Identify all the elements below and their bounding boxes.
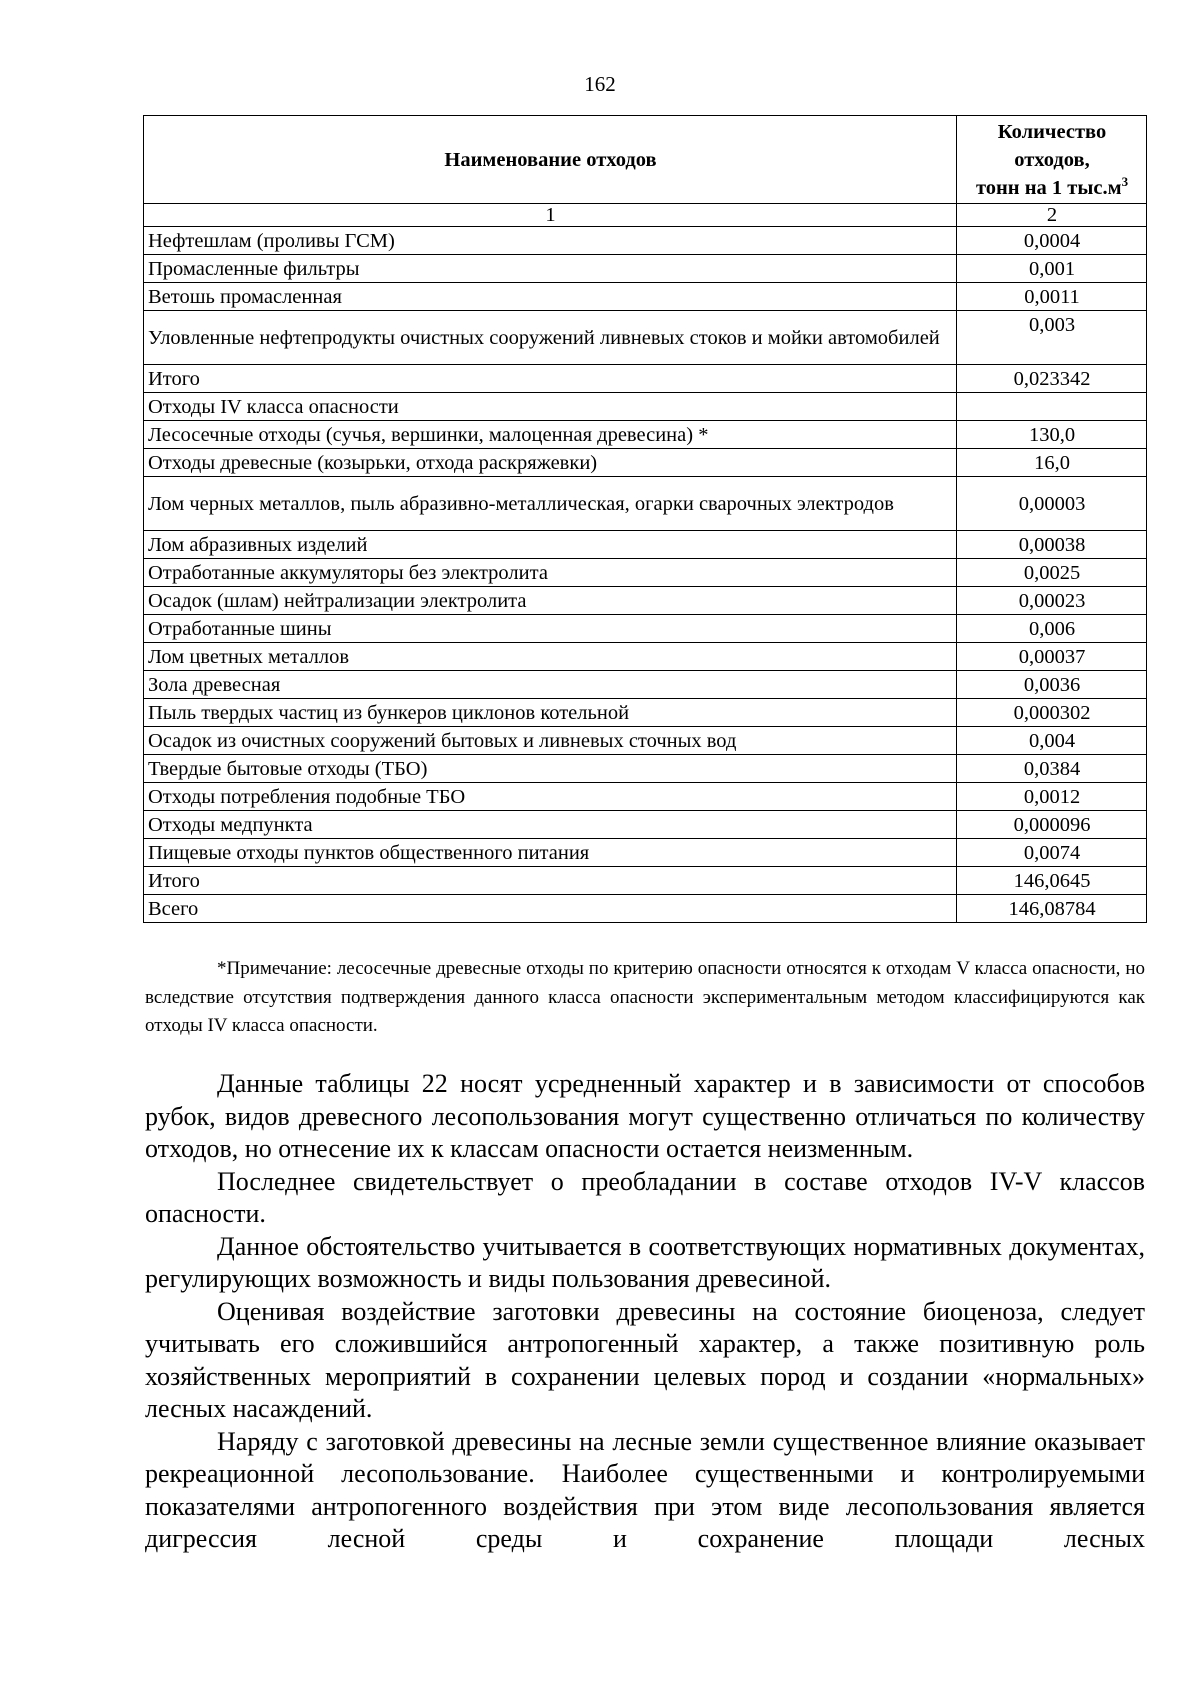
waste-name-cell: Отходы потребления подобные ТБО (144, 783, 957, 811)
body-paragraph: Данное обстоятельство учитывается в соответствующих нормативных документах, регулирующих возможность и виды пользования древесиной. (145, 1231, 1145, 1293)
table-row (144, 783, 1147, 811)
waste-name-cell: Уловленные нефтепродукты очистных сооружений ливневых стоков и мойки автомобилей (144, 311, 957, 365)
header-qty-line1: Количество (997, 121, 1107, 143)
table-row (144, 421, 1147, 449)
table-header-row (144, 116, 1147, 204)
waste-name-cell: Итого (144, 867, 957, 895)
waste-name-cell: Лом абразивных изделий (144, 531, 957, 559)
table-row (144, 699, 1147, 727)
page-number: 162 (584, 72, 616, 96)
table-row (144, 811, 1147, 839)
table-row (144, 531, 1147, 559)
waste-name-cell: Отходы IV класса опасности (144, 393, 957, 421)
waste-quantity-cell: 0,003 (957, 311, 1147, 365)
waste-quantity-cell: 0,000096 (957, 811, 1147, 839)
table-row (144, 643, 1147, 671)
waste-quantity-cell: 146,08784 (957, 895, 1147, 923)
table-body (144, 227, 1147, 923)
waste-quantity-cell: 0,0036 (957, 671, 1147, 699)
waste-quantity-cell: 146,0645 (957, 867, 1147, 895)
waste-name-cell: Пищевые отходы пунктов общественного питания (144, 839, 957, 867)
table-row (144, 867, 1147, 895)
waste-quantity-cell: 0,00003 (957, 477, 1147, 531)
header-qty-superscript: 3 (1121, 174, 1129, 190)
table-row (144, 311, 1147, 365)
table-row (144, 895, 1147, 923)
column-number: 2 (957, 204, 1147, 227)
table-row (144, 227, 1147, 255)
header-waste-quantity (957, 116, 1147, 204)
table-row (144, 587, 1147, 615)
waste-quantity-cell: 0,004 (957, 727, 1147, 755)
waste-quantity-cell: 0,000302 (957, 699, 1147, 727)
waste-name-cell: Ветошь промасленная (144, 283, 957, 311)
waste-quantity-cell: 16,0 (957, 449, 1147, 477)
table-row (144, 671, 1147, 699)
waste-quantity-cell: 0,0004 (957, 227, 1147, 255)
column-number-row (144, 204, 1147, 227)
waste-name-cell: Всего (144, 895, 957, 923)
table-row (144, 727, 1147, 755)
table-row (144, 615, 1147, 643)
table-row (144, 477, 1147, 531)
waste-quantity-cell: 0,00037 (957, 643, 1147, 671)
waste-table (143, 115, 1147, 923)
header-qty-line2: отходов, (1014, 149, 1090, 171)
table-row (144, 839, 1147, 867)
waste-quantity-cell: 0,00023 (957, 587, 1147, 615)
waste-name-cell: Нефтешлам (проливы ГСМ) (144, 227, 957, 255)
waste-name-cell: Твердые бытовые отходы (ТБО) (144, 755, 957, 783)
waste-quantity-cell: 0,0012 (957, 783, 1147, 811)
table-row (144, 449, 1147, 477)
waste-name-cell: Осадок из очистных сооружений бытовых и ливневых сточных вод (144, 727, 957, 755)
table-footnote: *Примечание: лесосечные древесные отходы по критерию опасности относятся к отходам V класса опасности, но вследствие отсутствия подтверждения данного класса опасности экспериментальным методом классифицируются как отходы IV класса опасности. (145, 958, 1145, 1036)
table-row (144, 255, 1147, 283)
header-qty-line3: тонн на 1 тыс.м (975, 177, 1122, 199)
waste-name-cell: Осадок (шлам) нейтрализации электролита (144, 587, 957, 615)
body-paragraph: Данные таблицы 22 носят усредненный характер и в зависимости от способов рубок, видов древесного лесопользования могут существенно отличаться по количеству отходов, но отнесение их к классам опасности остается неизменным. (145, 1069, 1145, 1163)
waste-quantity-cell: 0,00038 (957, 531, 1147, 559)
waste-quantity-cell: 0,0025 (957, 559, 1147, 587)
body-text (145, 1068, 1145, 1556)
waste-name-cell: Пыль твердых частиц из бункеров циклонов котельной (144, 699, 957, 727)
waste-quantity-cell: 0,001 (957, 255, 1147, 283)
waste-quantity-cell (957, 393, 1147, 421)
body-paragraph: Оценивая воздействие заготовки древесины на состояние биоценоза, следует учитывать его сложившийся антропогенный характер, а также позитивную роль хозяйственных мероприятий в сохранении целевых пород и создании «нормальных» лесных насаждений. (145, 1296, 1145, 1423)
table-row (144, 559, 1147, 587)
waste-name-cell: Лесосечные отходы (сучья, вершинки, малоценная древесина) * (144, 421, 957, 449)
waste-name-cell: Итого (144, 365, 957, 393)
header-waste-name: Наименование отходов (144, 116, 957, 204)
waste-name-cell: Лом цветных металлов (144, 643, 957, 671)
body-paragraph: Наряду с заготовкой древесины на лесные земли существенное влияние оказывает рекреационной лесопользование. Наиболее существенными и контролируемыми показателями антропогенного воздействия при этом виде лесопользования является дигрессия лесной среды и сохранение площади лесных (145, 1426, 1145, 1553)
waste-quantity-cell: 0,023342 (957, 365, 1147, 393)
waste-name-cell: Отходы древесные (козырьки, отхода раскряжевки) (144, 449, 957, 477)
waste-name-cell: Отработанные аккумуляторы без электролита (144, 559, 957, 587)
waste-name-cell: Отработанные шины (144, 615, 957, 643)
column-number: 1 (144, 204, 957, 227)
waste-quantity-cell: 130,0 (957, 421, 1147, 449)
waste-quantity-cell: 0,0384 (957, 755, 1147, 783)
table-row (144, 393, 1147, 421)
waste-quantity-cell: 0,006 (957, 615, 1147, 643)
waste-name-cell: Промасленные фильтры (144, 255, 957, 283)
waste-quantity-cell: 0,0074 (957, 839, 1147, 867)
table-row (144, 283, 1147, 311)
waste-quantity-cell: 0,0011 (957, 283, 1147, 311)
waste-name-cell: Зола древесная (144, 671, 957, 699)
body-paragraph: Последнее свидетельствует о преобладании в составе отходов IV-V классов опасности. (145, 1166, 1145, 1228)
table-row (144, 755, 1147, 783)
waste-name-cell: Лом черных металлов, пыль абразивно-металлическая, огарки сварочных электродов (144, 477, 957, 531)
table-row (144, 365, 1147, 393)
waste-name-cell: Отходы медпункта (144, 811, 957, 839)
